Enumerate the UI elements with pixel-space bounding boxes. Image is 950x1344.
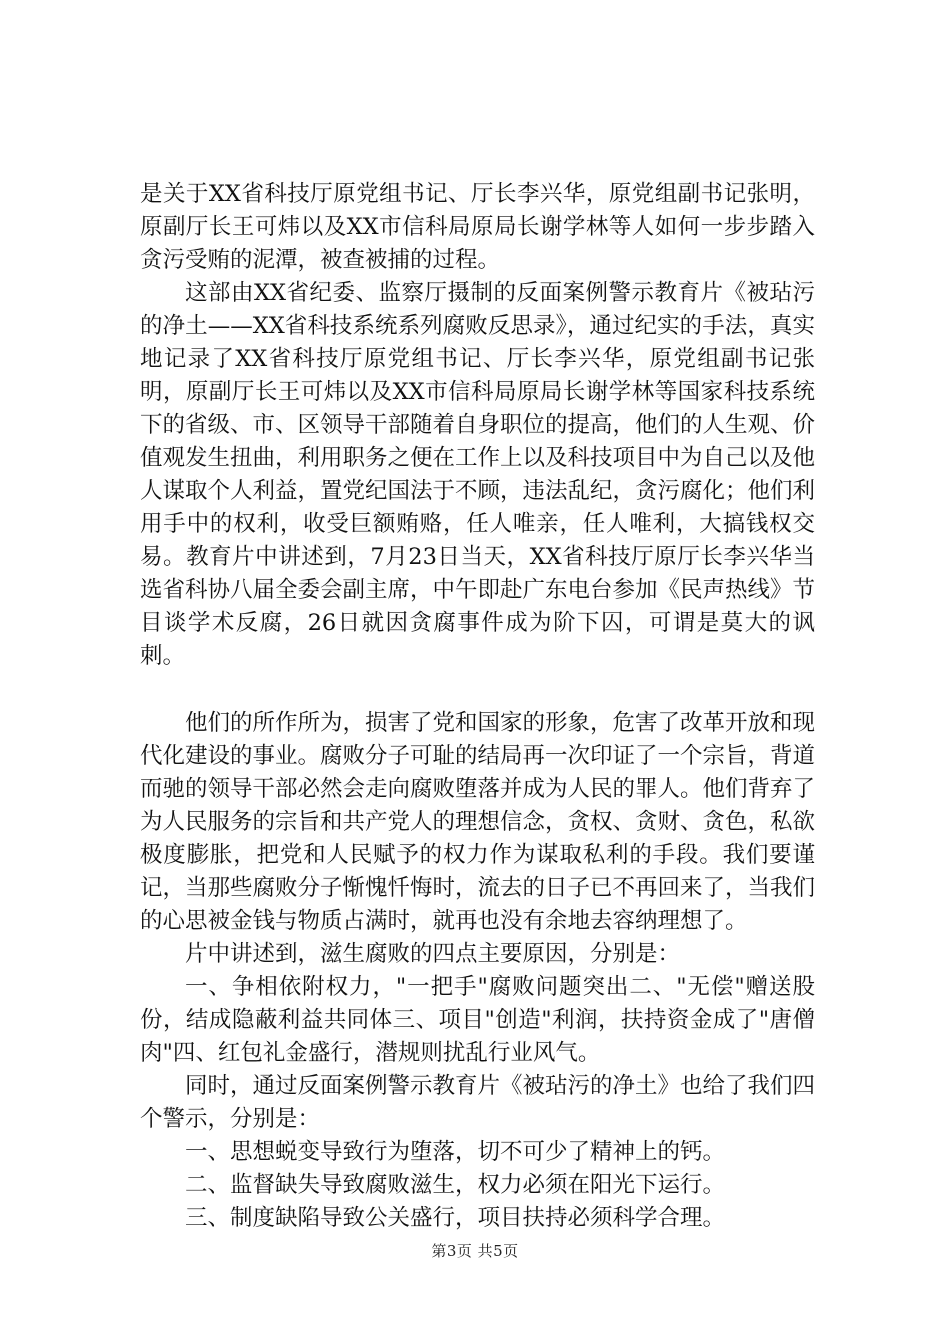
paragraph-continuation: 是关于XX省科技厅原党组书记、厅长李兴华，原党组副书记张明，原副厅长王可炜以及XX市信科局原局长谢学林等人如何一步步踏入贪污受贿的泥潭，被查被捕的过程。 [140,181,815,273]
paragraph-film-description: 这部由XX省纪委、监察厅摄制的反面案例警示教育片《被玷污的净土——XX省科技系统系列腐败反思录》，通过纪实的手法，真实地记录了XX省科技厅原党组书记、厅长李兴华，原党组副书记张明，原副厅长王可炜以及XX市信科局原局长谢学林等国家科技系统下的省级、市、区领导干部随着自身职位的提高，他们的人生观、价值观发生扭曲，利用职务之便在工作上以及科技项目中为自己以及他人谋取个人利益，置党纪国法于不顾，违法乱纪，贪污腐化；他们利用手中的权利，收受巨额贿赂，任人唯亲，任人唯利，大搞钱权交易。教育片中讲述到，7月23日当天，XX省科技厅原厅长李兴华当选省科协八届全委会副主席，中午即赴广东电台参加《民声热线》节目谈学术反腐，26日就因贪腐事件成为阶下囚，可谓是莫大的讽刺。 [140,280,816,669]
paragraph-warnings-intro: 同时，通过反面案例警示教育片《被玷污的净土》也给了我们四个警示，分别是： [140,1073,816,1132]
paragraph-causes-intro: 片中讲述到，滋生腐败的四点主要原因，分别是： [185,941,681,967]
warning-item-1: 一、思想蜕变导致行为堕落，切不可少了精神上的钙。 [185,1139,726,1165]
paragraph-spacer [140,673,815,707]
warning-item-2: 二、监督缺失导致腐败滋生，权力必须在阳光下运行。 [185,1172,726,1198]
page-number-footer: 第3页 共5页 [431,1242,519,1260]
paragraph-causes-list: 一、争相依附权力，"一把手"腐败问题突出二、"无偿"赠送股份，结成隐蔽利益共同体三、项目"创造"利润，扶持资金成了"唐僧肉"四、红包礼金盛行，潜规则扰乱行业风气。 [140,974,815,1066]
document-body [140,178,815,1235]
paragraph-consequences: 他们的所作所为，损害了党和国家的形象，危害了改革开放和现代化建设的事业。腐败分子可耻的结局再一次印证了一个宗旨，背道而驰的领导干部必然会走向腐败堕落并成为人民的罪人。他们背弃了为人民服务的宗旨和共产党人的理想信念，贪权、贪财、贪色，私欲极度膨胀，把党和人民赋予的权力作为谋取私利的手段。我们要谨记，当那些腐败分子惭愧忏悔时，流去的日子已不再回来了，当我们的心思被金钱与物质占满时，就再也没有余地去容纳理想了。 [140,710,816,934]
warning-item-3: 三、制度缺陷导致公关盛行，项目扶持必须科学合理。 [185,1205,726,1231]
